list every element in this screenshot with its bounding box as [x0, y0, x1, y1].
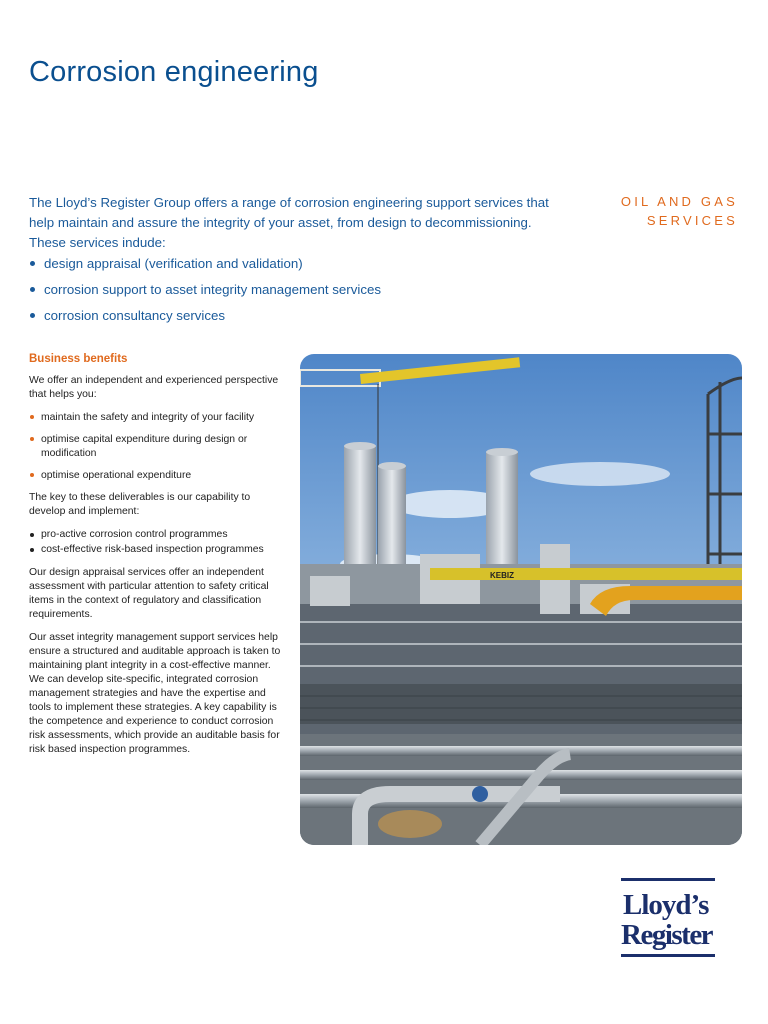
business-benefits-heading: Business benefits — [29, 353, 128, 365]
benefit-points-list — [29, 411, 285, 483]
list-item: maintain the safety and integrity of your facility — [29, 411, 285, 425]
programmes-list — [29, 528, 285, 557]
crane-sign: KEBIZ — [490, 571, 514, 580]
sector-label — [621, 192, 738, 230]
list-item: design appraisal (verification and validation) — [29, 255, 549, 281]
list-item: cost-effective risk-based inspection programmes — [29, 543, 285, 557]
benefits-intro: We offer an independent and experienced perspective that helps you: — [29, 375, 279, 400]
sector-label-line2: SERVICES — [646, 213, 738, 228]
list-item: optimise operational expenditure — [29, 469, 285, 483]
key-deliverables-text: The key to these deliverables is our capability to develop and implement: — [29, 492, 251, 517]
intro-paragraph: The Lloyd’s Register Group offers a range of corrosion engineering support services that help maintain and assure the integrity of your asset, from design to decommissioning. These services indude: — [29, 195, 549, 250]
design-appraisal-paragraph: Our design appraisal services offer an independent assessment with particular attention to safety critical items in the context of regulatory and classification requirements. — [29, 567, 269, 620]
list-item: optimise capital expenditure during design or modification — [29, 433, 285, 461]
svg-text:Lloyd’s: Lloyd’s — [623, 889, 709, 921]
svg-text:Register: Register — [621, 919, 713, 951]
services-list — [29, 255, 549, 333]
asset-integrity-paragraph: Our asset integrity management support services help ensure a structured and auditable approach is taken to maintaining plant integrity in a cost-effective manner. We can develop site-specific, integrated corrosion management strategies and have the expertise and tools to implement these strategies. A key capability is the competence and experience to conduct corrosion risk assessments, which provide an auditable basis for risk based inspection programmes. — [29, 632, 281, 755]
business-benefits-column — [29, 352, 285, 766]
oil-gas-facility-photo — [300, 354, 742, 845]
lloyds-register-logo — [621, 876, 715, 960]
list-item: corrosion support to asset integrity management services — [29, 281, 549, 307]
list-item: corrosion consultancy services — [29, 307, 549, 333]
list-item: pro-active corrosion control programmes — [29, 528, 285, 542]
page-title: Corrosion engineering — [29, 56, 319, 88]
sector-label-line1: OIL AND GAS — [620, 194, 738, 209]
